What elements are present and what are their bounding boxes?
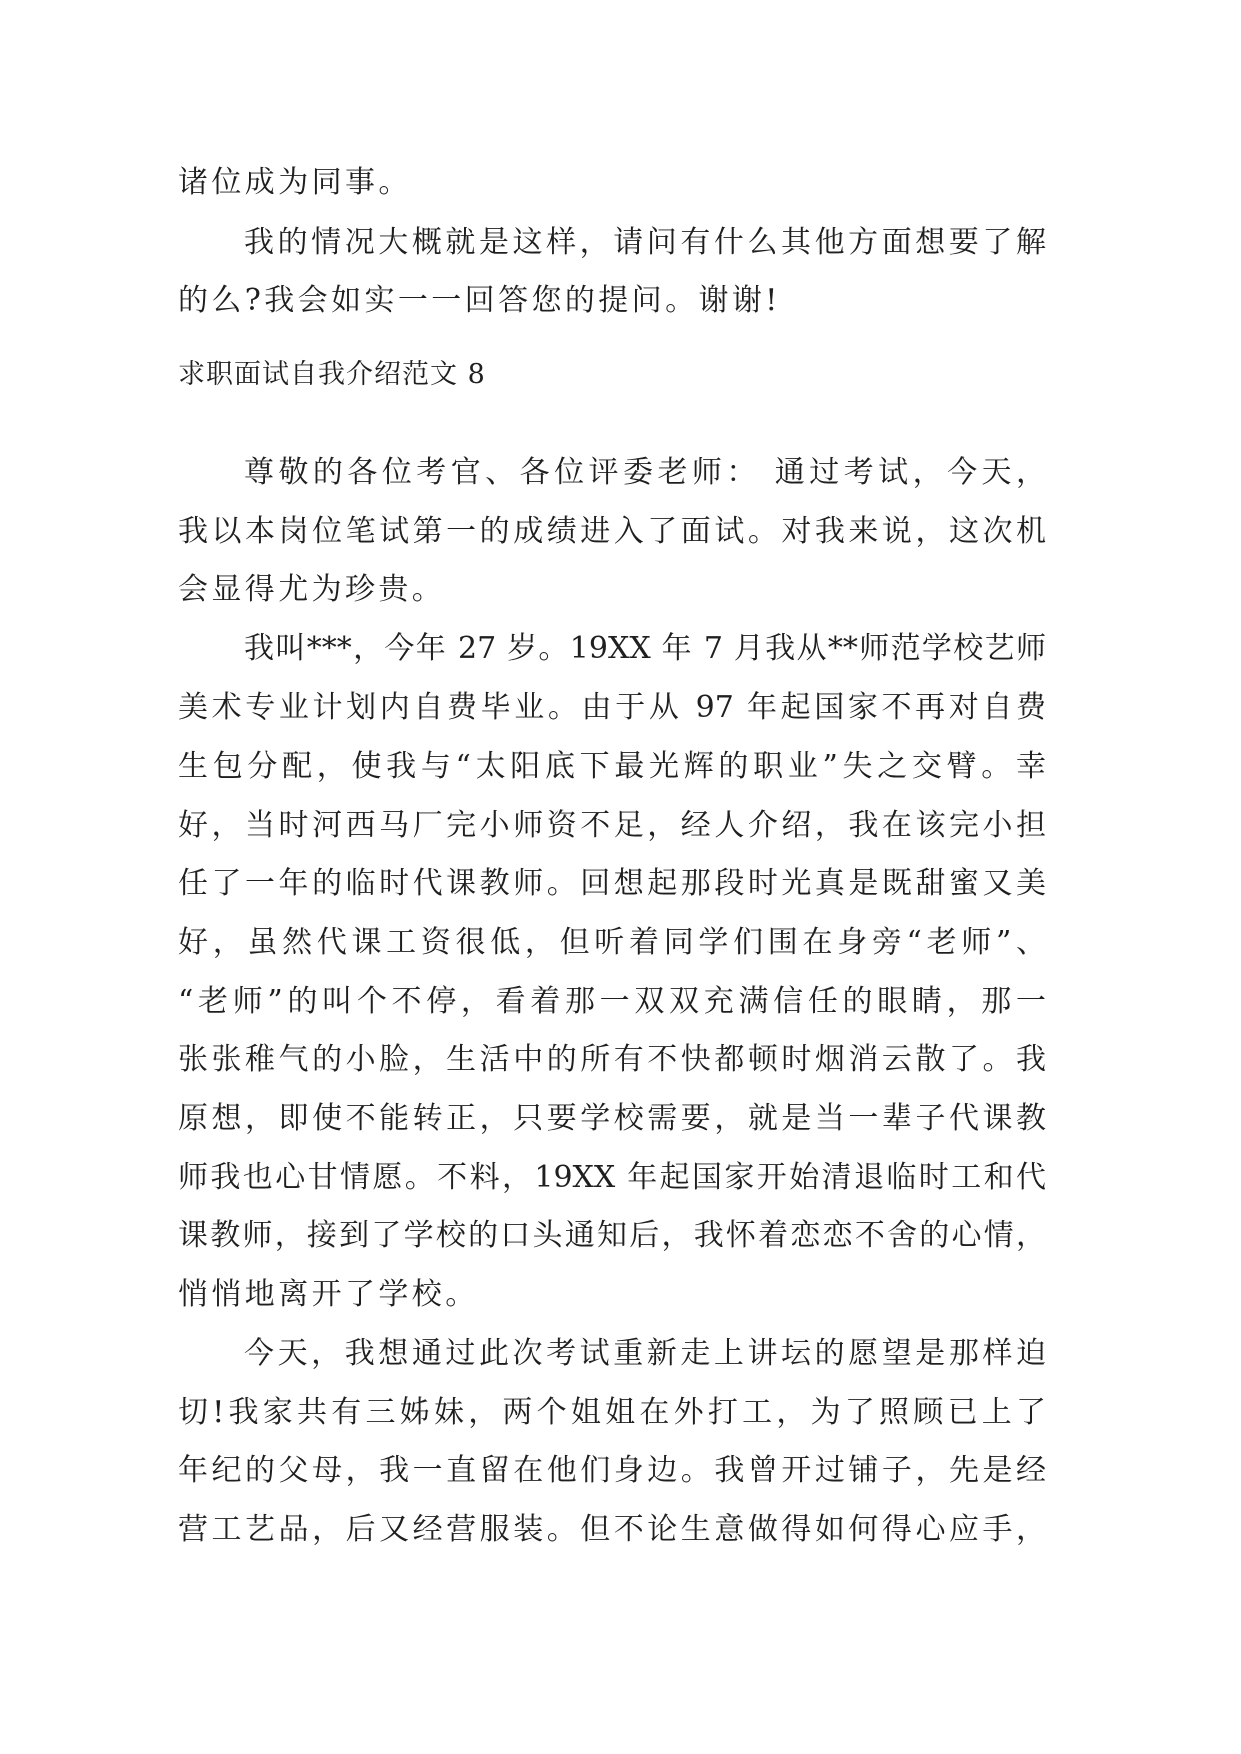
- text-line: 我叫***，今年 27 岁。19XX 年 7 月我从**师范学校艺师: [244, 631, 1046, 666]
- text-line: 切!我家共有三姊妹，两个姐姐在外打工，为了照顾已上了: [178, 1395, 1046, 1430]
- text-line: 原想，即使不能转正，只要学校需要，就是当一辈子代课教: [178, 1101, 1046, 1136]
- text-line: 师我也心甘情愿。不料，19XX 年起国家开始清退临时工和代: [178, 1160, 1046, 1195]
- text-line: 美术专业计划内自费毕业。由于从 97 年起国家不再对自费: [178, 690, 1046, 725]
- text-line: 会显得尤为珍贵。: [178, 572, 446, 607]
- text-line: 好，当时河西马厂完小师资不足，经人介绍，我在该完小担: [178, 808, 1046, 843]
- text-line: 年纪的父母，我一直留在他们身边。我曾开过铺子，先是经: [178, 1453, 1046, 1488]
- text-line: “老师”的叫个不停，看着那一双双充满信任的眼睛，那一: [178, 984, 1046, 1019]
- text-line: 的么?我会如实一一回答您的提问。谢谢!: [178, 283, 781, 318]
- text-line: 好，虽然代课工资很低，但听着同学们围在身旁“老师”、: [178, 925, 1046, 960]
- text-line: 生包分配，使我与“太阳底下最光辉的职业”失之交臂。幸: [178, 749, 1046, 784]
- text-line: 诸位成为同事。: [178, 165, 412, 200]
- text-line: 课教师，接到了学校的口头通知后，我怀着恋恋不舍的心情，: [178, 1218, 1046, 1253]
- text-line: 张张稚气的小脸，生活中的所有不快都顿时烟消云散了。我: [178, 1042, 1046, 1077]
- text-line: 悄悄地离开了学校。: [178, 1277, 479, 1312]
- text-line: 尊敬的各位考官、各位评委老师： 通过考试，今天，: [244, 455, 1046, 490]
- text-line: 任了一年的临时代课教师。回想起那段时光真是既甜蜜又美: [178, 866, 1046, 901]
- section-heading: 求职面试自我介绍范文 8: [178, 359, 486, 390]
- text-line: 我以本岗位笔试第一的成绩进入了面试。对我来说，这次机: [178, 514, 1046, 549]
- text-line: 我的情况大概就是这样，请问有什么其他方面想要了解: [244, 225, 1046, 260]
- text-line: 营工艺品，后又经营服装。但不论生意做得如何得心应手，: [178, 1512, 1046, 1547]
- text-line: 今天，我想通过此次考试重新走上讲坛的愿望是那样迫: [244, 1336, 1046, 1371]
